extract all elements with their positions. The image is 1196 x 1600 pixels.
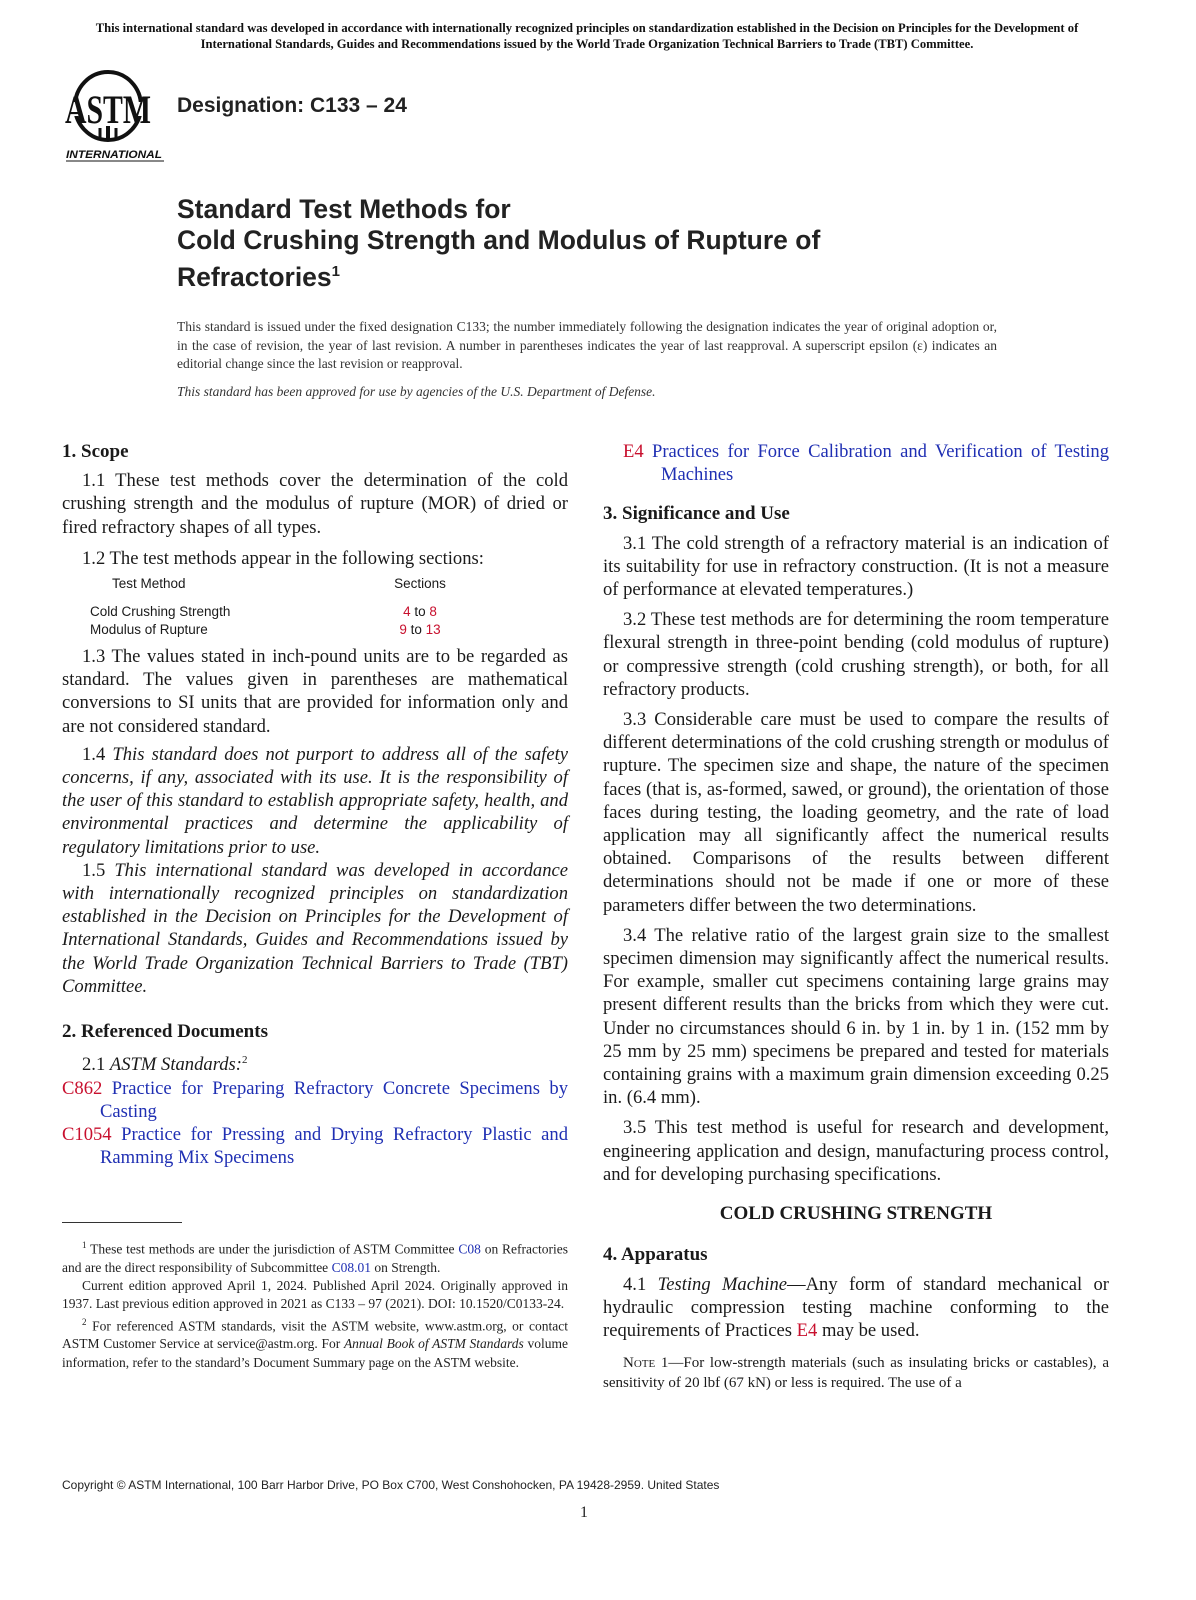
document-title — [177, 194, 1077, 293]
approval-note: This standard has been approved for use by agencies of the U.S. Department of Defense. — [177, 384, 656, 399]
significance-heading: 3. Significance and Use — [603, 503, 790, 525]
para-1-5: 1.5 This international standard was developed in accordance with internationally recognized principles on standardization established in the Decision on Principles for the Development of International Standards, Guides and Recommendations issued by the World Trade Organization Technical Barriers to Trade (TBT) Committee. — [62, 859, 569, 997]
copyright: Copyright © ASTM International, 100 Barr Harbor Drive, PO Box C700, West Conshohocken, PA 19428-2959. United States — [62, 1478, 720, 1492]
para-1-1: 1.1 These test methods cover the determination of the cold crushing strength and the modulus of rupture (MOR) of dried or fired refractory shapes of all types. — [62, 470, 568, 538]
note-1: Note 1—For low-strength materials (such as insulating bricks or castables), a sensitivity of 20 lbf (67 kN) or less is required. The use of a — [603, 1355, 1110, 1391]
title-line-1: Standard Test Methods for — [177, 194, 511, 224]
title-line-2: Cold Crushing Strength and Modulus of Rupture of — [177, 225, 821, 255]
table-header-method: Test Method — [112, 576, 186, 592]
para-3-2: 3.2 These test methods are for determining the room temperature flexural strength in three-point bending (cold modulus of rupture) or compressive strength (cold crushing strength), or both, for all refractory products. — [603, 609, 1109, 700]
para-4-1: 4.1 Testing Machine—Any form of standard mechanical or hydraulic compression testing machine conforming to the requirements of Practices E4 may be used. — [603, 1273, 1109, 1341]
para-2-1: 2.1 ASTM Standards:$^2$ — [82, 1054, 248, 1076]
methods-table — [90, 575, 480, 639]
reference-code-link[interactable]: C862 — [62, 1077, 103, 1099]
reference-title-link[interactable]: Practices for Force Calibration and Verification of Testing Machines — [652, 441, 1109, 486]
table-cell-sections: 4 to 8 — [403, 604, 437, 620]
footnote-divider — [62, 1222, 182, 1223]
para-3-3: 3.3 Considerable care must be used to compare the results of different determinations of the cold crushing strength or modulus of rupture. The specimen size and shape, the nature of the specimen faces (that is, as-formed, sawed, or ground), the orientation of those faces during testing, the loading geometry, and the rate of load application may all significantly affect the numerical results obtained. Comparisons of the results between different determinations should not be made if one or more of these parameters differ between the two determinations. — [603, 709, 1109, 916]
subcommittee-link[interactable]: C08.01 — [331, 1259, 371, 1275]
practice-e4-link[interactable]: E4 — [796, 1319, 818, 1341]
section-link[interactable]: 9 — [399, 622, 407, 638]
issued-note: This standard is issued under the fixed designation C133; the number immediately following the designation indicates the year of original adoption or, in the case of revision, the year of last revision. A number in parentheses indicates the year of last reapproval. A superscript epsilon (ε) indicates an editorial change since the last revision or reapproval. — [177, 319, 997, 371]
para-3-5: 3.5 This test method is useful for research and development, engineering application and design, manufacturing process control, and for developing purchasing specifications. — [603, 1117, 1109, 1185]
footnote-1: $^1$ These test methods are under the jurisdiction of ASTM Committee C08 on Refractories and are the direct responsibility of Subcommittee C08.01 on Strength. — [62, 1240, 569, 1275]
cold-crushing-heading: COLD CRUSHING STRENGTH — [719, 1203, 993, 1225]
footnotes — [62, 1236, 568, 1372]
astm-logo-icon — [64, 66, 168, 166]
reference-code-link[interactable]: E4 — [623, 441, 644, 462]
para-3-4: 3.4 The relative ratio of the largest grain size to the smallest specimen dimension may significantly affect the numerical results. For example, smaller cut specimens containing large grains may present different results than the bricks from which they were cut. Under no circumstances should 6 in. by 1 in. by 1 in. (152 mm by 25 mm by 25 mm) specimens be prepared and tested for materials containing grains with a maximum grain dimension exceeding 0.25 in. (6.4 mm). — [603, 924, 1109, 1109]
reference-item — [62, 1123, 568, 1169]
table-cell-sections: 9 to 13 — [399, 622, 441, 638]
logo-caption: INTERNATIONAL — [66, 149, 163, 161]
reference-item — [623, 440, 1109, 486]
title-footnote-mark: 1 — [331, 263, 340, 280]
referenced-heading: 2. Referenced Documents — [62, 1021, 268, 1043]
para-1-4: 1.4 This standard does not purport to address all of the safety concerns, if any, associated with its use. It is the responsibility of the user of this standard to establish appropriate safety, health, and environmental practices and determine the applicability of regulatory limitations prior to use. — [62, 743, 568, 858]
astm-logo — [64, 66, 168, 166]
reference-title-link[interactable]: Practice for Preparing Refractory Concrete Specimens by Casting — [100, 1077, 568, 1122]
section-link[interactable]: 4 — [403, 604, 411, 620]
para-1-3: 1.3 The values stated in inch-pound units are to be regarded as standard. The values given in parentheses are mathematical conversions to SI units that are provided for information only and are not considered standard. — [62, 646, 568, 737]
page-number: 1 — [580, 1504, 588, 1521]
table-header-sections: Sections — [394, 576, 446, 592]
top-notice: This international standard was developed in accordance with internationally recognized principles on standardization established in the Decision on Principles for the Development of International Standards, Guides and Recommendations issued by the World Trade Organization Technical Barriers to Trade (TBT) Committee. — [95, 21, 1079, 51]
table-row — [90, 603, 480, 621]
table-row — [90, 621, 480, 639]
para-1-2: 1.2 The test methods appear in the following sections: — [82, 547, 484, 569]
committee-link[interactable]: C08 — [458, 1241, 481, 1257]
footnote-1-edition: Current edition approved April 1, 2024. Published April 2024. Originally approved in 1937. Last previous edition approved in 2021 as C133 – 97 (2021). DOI: 10.1520/C0133-24. — [62, 1277, 568, 1311]
left-column — [62, 440, 568, 1169]
table-cell-method: Modulus of Rupture — [90, 622, 208, 638]
para-3-1: 3.1 The cold strength of a refractory material is an indication of its suitability for use in refractory construction. (It is not a measure of performance at elevated temperatures.) — [603, 532, 1109, 601]
right-column — [603, 440, 1109, 1393]
designation: Designation: C133 – 24 — [177, 94, 407, 117]
reference-code-link[interactable]: C1054 — [62, 1124, 112, 1146]
section-link[interactable]: 13 — [425, 622, 441, 638]
reference-item — [62, 1077, 568, 1123]
title-line-3: Refractories — [177, 261, 332, 292]
apparatus-heading: 4. Apparatus — [603, 1244, 708, 1266]
scope-heading: 1. Scope — [62, 441, 129, 462]
footnote-2: $^2$ For referenced ASTM standards, visit the ASTM website, www.astm.org, or contact ASTM Customer Service at service@astm.org. For Annual Book of ASTM Standards volume information, refer to the standard’s Document Summary page on the ASTM website. — [62, 1316, 569, 1370]
logo-letters: ASTM — [65, 87, 151, 132]
section-link[interactable]: 8 — [429, 604, 437, 620]
table-cell-method: Cold Crushing Strength — [90, 604, 231, 620]
reference-title-link[interactable]: Practice for Pressing and Drying Refractory Plastic and Ramming Mix Specimens — [100, 1124, 568, 1169]
